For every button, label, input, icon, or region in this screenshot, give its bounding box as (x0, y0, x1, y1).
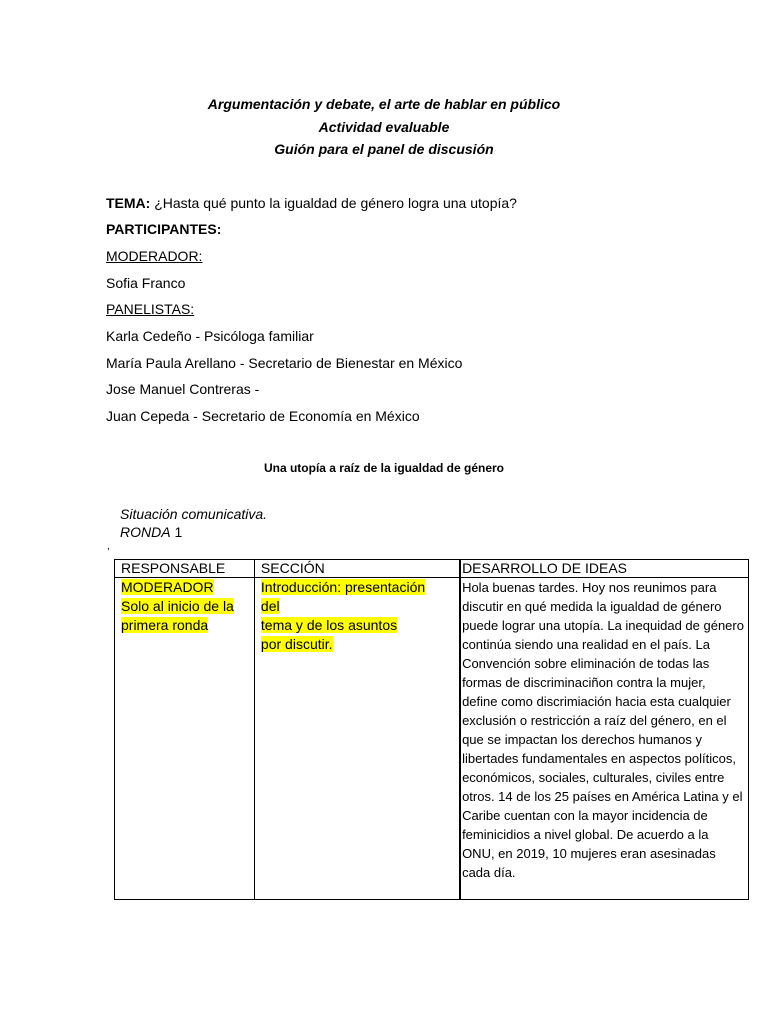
ideas-cell: Hola buenas tardes. Hoy nos reunimos para discutir en qué medida la igualdad de género puede lograr una utopía. La inequidad de género continúa siendo una realidad en el país. La Convención sobre eliminación de todas las formas de discriminaciñon contra la mujer, define como discrimiación hacia esta cualquier exclusión o restricción a raíz del género, en el que se impactan los derechos humanos y libertades fundamentales en aspectos políticos, económicos, sociales, culturales, civiles entre otros. 14 de los 25 países en América Latina y el Caribe cuentan con la mayor incidencia de feminicidios a nivel global. De acuerdo a la ONU, en 2019, 10 mujeres eran asesinadas cada día. (460, 578, 748, 900)
participants-label: PARTICIPANTES: (106, 221, 222, 237)
panelist-item: María Paula Arellano - Secretario de Bienestar en México (106, 355, 463, 371)
panelist-item: Jose Manuel Contreras - (106, 381, 260, 397)
seccion-line: del (260, 598, 280, 614)
table-row (115, 578, 749, 900)
seccion-cell (254, 578, 460, 900)
header-seccion: SECCIÓN (254, 560, 460, 578)
moderator-label: MODERADOR: (106, 248, 203, 264)
responsable-cell (115, 578, 255, 900)
tema-line (106, 195, 517, 211)
panelist-item: Juan Cepeda - Secretario de Economía en México (106, 408, 420, 424)
stray-mark: , (107, 541, 110, 552)
table-header-row (115, 560, 749, 578)
situation-label: Situación comunicativa. (120, 506, 268, 522)
round-table (114, 559, 749, 900)
header-desarrollo: DESARROLLO DE IDEAS (460, 560, 748, 578)
responsable-line: MODERADOR (121, 579, 214, 595)
document-title: Argumentación y debate, el arte de hablar en público (207, 96, 561, 112)
responsable-line: primera ronda (121, 617, 209, 633)
panelists-label: PANELISTAS: (106, 301, 195, 317)
moderator-name: Sofia Franco (106, 275, 186, 291)
seccion-line: tema y de los asuntos (260, 617, 398, 633)
activity-subtitle: Actividad evaluable (318, 119, 450, 135)
seccion-line: Introducción: presentación (260, 579, 426, 595)
tema-text: ¿Hasta qué punto la igualdad de género logra una utopía? (150, 195, 517, 211)
header-responsable: RESPONSABLE (115, 560, 255, 578)
round-word: RONDA (120, 524, 171, 540)
section-subtitle: Una utopía a raíz de la igualdad de género (263, 461, 505, 475)
guide-subtitle: Guión para el panel de discusión (274, 141, 494, 157)
tema-label: TEMA: (106, 195, 151, 211)
round-label (120, 524, 182, 540)
round-number: 1 (170, 524, 183, 540)
responsable-line: Solo al inicio de la (121, 598, 234, 614)
panelist-item: Karla Cedeño - Psicóloga familiar (106, 328, 314, 344)
seccion-line: por discutir. (260, 636, 333, 652)
